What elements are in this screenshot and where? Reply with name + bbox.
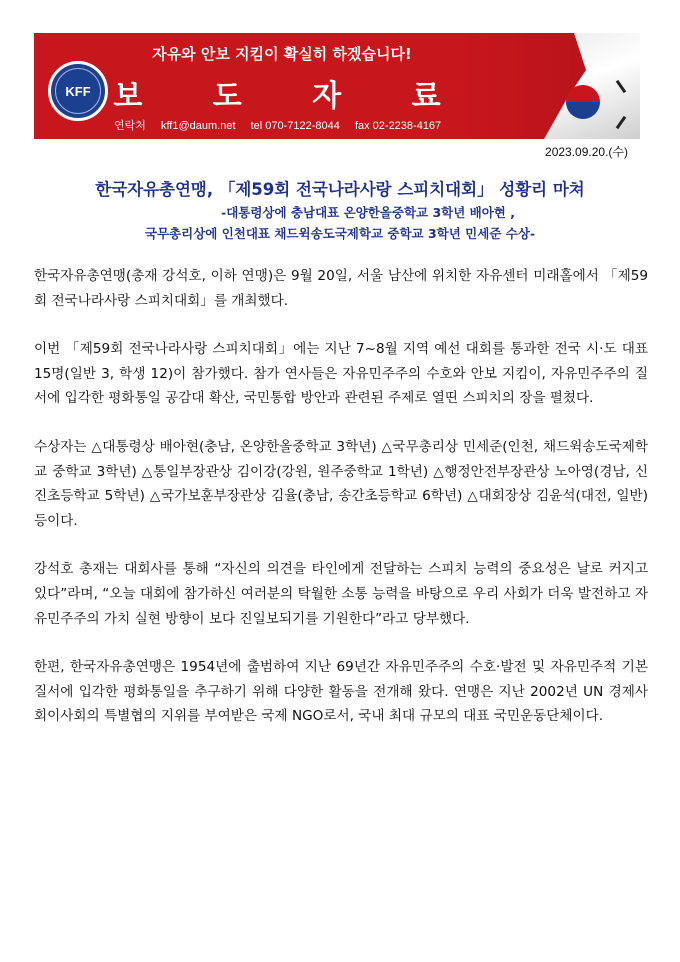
banner-title: 보 도 자 료 bbox=[113, 79, 471, 114]
logo-text: KFF bbox=[65, 83, 91, 99]
subheadline-2: 국무총리상에 인천대표 채드윅송도국제학교 중학교 3학년 민세준 수상- bbox=[144, 226, 536, 241]
contact-email[interactable]: kff1@daum.net bbox=[160, 120, 236, 132]
contact-info bbox=[114, 117, 453, 133]
article-body bbox=[34, 264, 648, 753]
banner-slogan: 자유와 안보 지킴이 확실히 하겠습니다! bbox=[152, 45, 412, 63]
paragraph-winners: 수상자는 △대통령상 배아현(충남, 온양한올중학교 3학년) △국무총리상 민세준(인천, 채드윅송도국제학교 중학교 3학년) △통일부장관상 김이강(강원, 원주중학교 1학년) △행정안전부장관상 노아영(경남, 신진초등학교 5학년) △국가보훈부장관상 김율(충남, 송간초등학교 6학년) △대회장상 김윤석(대전, 일반) 등이다. bbox=[34, 438, 648, 529]
headline: 한국자유총연맹, 「제59회 전국나라사랑 스피치대회」 성황리 마쳐 bbox=[95, 180, 585, 199]
paragraph-remarks: 강석호 총재는 대회사를 통해 “자신의 의견을 타인에게 전달하는 스피치 능력의 중요성은 날로 커지고 있다”라며, “오늘 대회에 참가하신 여러분의 탁월한 소통 능력을 바탕으로 우리 사회가 더욱 발전하고 자유민주주의 가치 실현 방향이 보다 진일보되기를 기원한다”라고 당부했다. bbox=[34, 561, 648, 627]
contact-label: 연락처 bbox=[114, 120, 146, 132]
subheadline-1: -대통령상에 충남대표 온양한올중학교 3학년 배아현 , bbox=[221, 205, 515, 220]
press-release-banner bbox=[34, 33, 640, 139]
release-date: 2023.09.20.(수) bbox=[545, 145, 628, 159]
paragraph-about: 한편, 한국자유총연맹은 1954년에 출범하여 지난 69년간 자유민주주의 수호·발전 및 자유민주적 기본질서에 입각한 평화통일을 추구하기 위해 다양한 활동을 전개해 왔다. 연맹은 지난 2002년 UN 경제사회이사회의 특별협의 지위를 부여받은 국제 NGO로서, 국내 최대 규모의 대표 국민운동단체이다. bbox=[34, 659, 648, 725]
paragraph-intro: 한국자유총연맹(총재 강석호, 이하 연맹)은 9월 20일, 서울 남산에 위치한 자유센터 미래홀에서 「제59회 전국나라사랑 스피치대회」를 개최했다. bbox=[34, 268, 648, 309]
paragraph-participants: 이번 「제59회 전국나라사랑 스피치대회」에는 지난 7~8월 지역 예선 대회를 통과한 전국 시·도 대표 15명(일반 3, 학생 12)이 참가했다. 참가 연사들은 자유민주주의 수호와 안보 지킴이, 자유민주주의 질서에 입각한 평화통일 공감대 확산, 국민통합 방안과 관련된 주제로 열띤 스피치의 장을 펼쳤다. bbox=[34, 341, 648, 407]
contact-tel: tel 070-7122-8044 bbox=[250, 120, 340, 132]
contact-fax: fax 02-2238-4167 bbox=[354, 120, 442, 132]
